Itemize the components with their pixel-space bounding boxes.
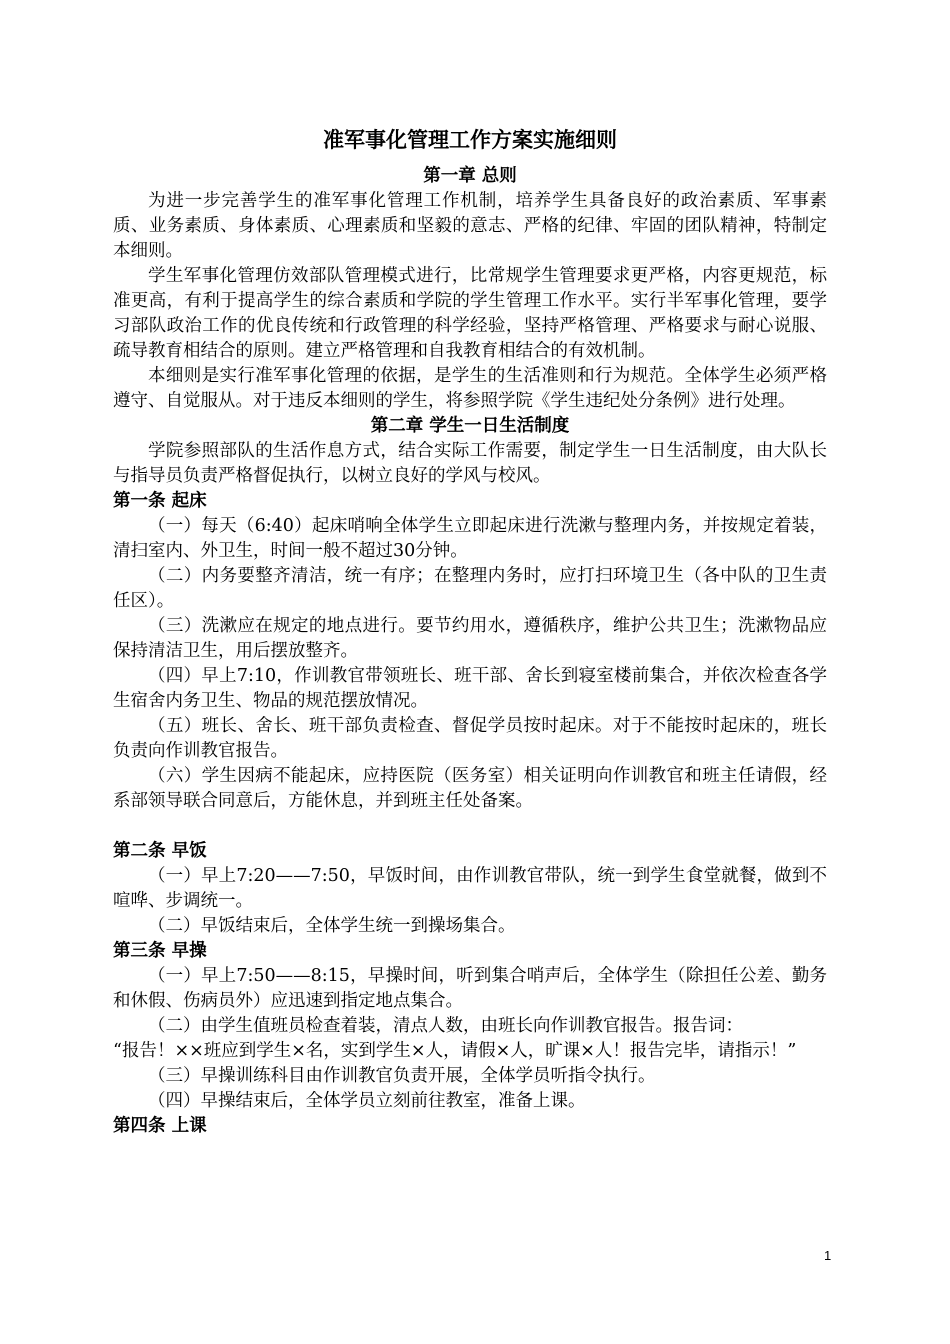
article-item: （三）早操训练科目由作训教官负责开展，全体学员听指令执行。: [148, 1066, 656, 1086]
article-item: （五）班长、舍长、班干部负责检查、督促学员按时起床。对于不能按时起床的，班长负责向作训教官报告。: [113, 716, 827, 761]
article-item: （三）洗漱应在规定的地点进行。要节约用水，遵循秩序，维护公共卫生；洗漱物品应保持清洁卫生，用后摆放整齐。: [113, 616, 827, 661]
article-item: （四）早操结束后，全体学员立刻前往教室，准备上课。: [148, 1091, 586, 1111]
chapter-2-heading: 第二章 学生一日生活制度: [370, 416, 570, 436]
article-4-heading: 第四条 上课: [113, 1116, 207, 1136]
article-2-heading: 第二条 早饭: [113, 841, 207, 861]
article-item: （六）学生因病不能起床，应持医院（医务室）相关证明向作训教官和班主任请假，经系部领导联合同意后，方能休息，并到班主任处备案。: [113, 766, 827, 811]
article-item: （一）每天（6:40）起床哨响全体学生立即起床进行洗漱与整理内务，并按规定着装，清扫室内、外卫生，时间一般不超过30分钟。: [113, 516, 827, 561]
article-item: （一）早上7:50——8:15，早操时间，听到集合哨声后，全体学生（除担任公差、勤务和休假、伤病员外）应迅速到指定地点集合。: [113, 966, 827, 1011]
report-quote: “报告！××班应到学生×名，实到学生×人，请假×人，旷课×人！报告完毕，请指示！”: [113, 1041, 797, 1061]
paragraph: 学院参照部队的生活作息方式，结合实际工作需要，制定学生一日生活制度，由大队长与指导员负责严格督促执行，以树立良好的学风与校风。: [113, 441, 827, 486]
article-item: （二）早饭结束后，全体学生统一到操场集合。: [148, 916, 516, 936]
paragraph: 本细则是实行准军事化管理的依据，是学生的生活准则和行为规范。全体学生必须严格遵守、自觉服从。对于违反本细则的学生，将参照学院《学生违纪处分条例》进行处理。: [113, 366, 827, 411]
article-3-heading: 第三条 早操: [113, 941, 207, 961]
page-number: 1: [824, 1248, 832, 1263]
document-title: 准军事化管理工作方案实施细则: [323, 127, 617, 152]
article-1-heading: 第一条 起床: [113, 491, 207, 511]
article-item: （二）内务要整齐清洁，统一有序；在整理内务时，应打扫环境卫生（各中队的卫生责任区）。: [113, 566, 827, 611]
chapter-1-heading: 第一章 总则: [423, 166, 517, 186]
blank-line: [113, 814, 827, 839]
article-item: （一）早上7:20——7:50，早饭时间，由作训教官带队，统一到学生食堂就餐，做到不喧哗、步调统一。: [113, 866, 827, 911]
paragraph: 为进一步完善学生的准军事化管理工作机制，培养学生具备良好的政治素质、军事素质、业务素质、身体素质、心理素质和坚毅的意志、严格的纪律、牢固的团队精神，特制定本细则。: [113, 191, 827, 261]
paragraph: 学生军事化管理仿效部队管理模式进行，比常规学生管理要求更严格，内容更规范，标准更高，有利于提高学生的综合素质和学院的学生管理工作水平。实行半军事化管理，要学习部队政治工作的优良传统和行政管理的科学经验，坚持严格管理、严格要求与耐心说服、疏导教育相结合的原则。建立严格管理和自我教育相结合的有效机制。: [113, 266, 827, 361]
document-body: [113, 126, 827, 1139]
article-item: （四）早上7:10，作训教官带领班长、班干部、舍长到寝室楼前集合，并依次检查各学生宿舍内务卫生、物品的规范摆放情况。: [113, 666, 827, 711]
article-item: （二）由学生值班员检查着装，清点人数，由班长向作训教官报告。报告词：: [148, 1016, 743, 1036]
